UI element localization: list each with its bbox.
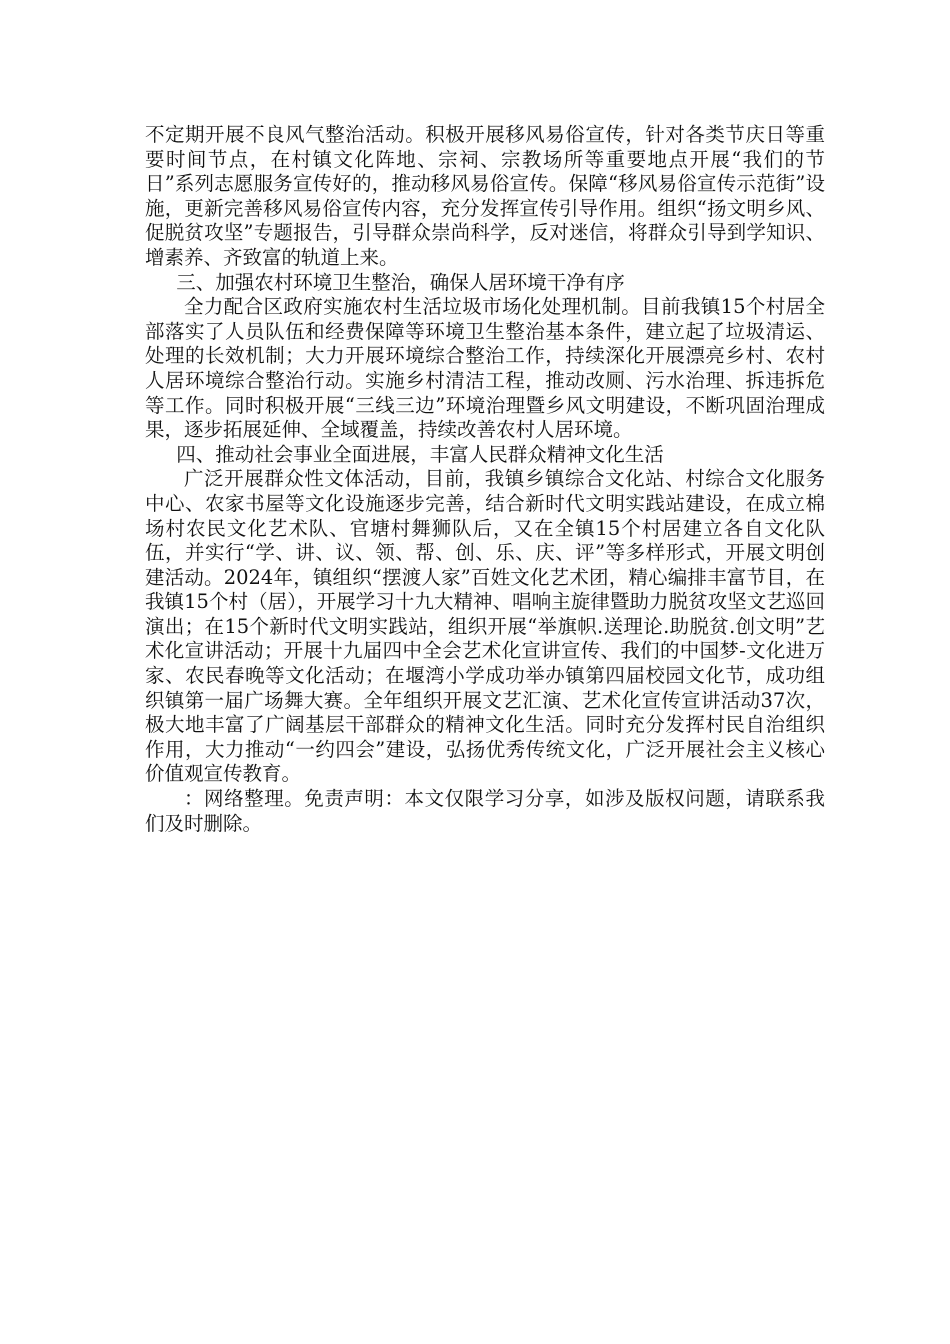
- paragraph-anti-bad-customs: 不定期开展不良风气整治活动。积极开展移风易俗宣传，针对各类节庆日等重要时间节点，在村镇文化阵地、宗祠、宗教场所等重要地点开展“我们的节日”系列志愿服务宣传好的，推动移风易俗宣传。保障“移风易俗宣传示范街”设施，更新完善移风易俗宣传内容，充分发挥宣传引导作用。组织“扬文明乡风、促脱贫攻坚”专题报告，引导群众崇尚科学，反对迷信，将群众引导到学知识、增素养、齐致富的轨道上来。: [145, 123, 825, 269]
- document-body: [145, 123, 825, 836]
- paragraph-environment: 全力配合区政府实施农村生活垃圾市场化处理机制。目前我镇15个村居全部落实了人员队伍和经费保障等环境卫生整治基本条件，建立起了垃圾清运、处理的长效机制；大力开展环境综合整治工作，持续深化开展漂亮乡村、农村人居环境综合整治行动。实施乡村清洁工程，推动改厕、污水治理、拆违拆危等工作。同时积极开展“三线三边”环境治理暨乡风文明建设，不断巩固治理成果，逐步拓展延伸、全域覆盖，持续改善农村人居环境。: [145, 295, 825, 442]
- paragraph-disclaimer: ：网络整理。免责声明：本文仅限学习分享，如涉及版权问题，请联系我们及时删除。: [145, 787, 825, 835]
- section-heading-environment: 三、加强农村环境卫生整治，确保人居环境干净有序: [176, 270, 625, 294]
- section-heading-culture: 四、推动社会事业全面进展，丰富人民群众精神文化生活: [176, 442, 664, 466]
- paragraph-culture: 广泛开展群众性文体活动，目前，我镇乡镇综合文化站、村综合文化服务中心、农家书屋等文化设施逐步完善，结合新时代文明实践站建设，在成立棉场村农民文化艺术队、官塘村舞狮队后，又在全镇15个村居建立各自文化队伍，并实行“学、讲、议、领、帮、创、乐、庆、评”等多样形式，开展文明创建活动。2024年，镇组织“摆渡人家”百姓文化艺术团，精心编排丰富节目，在我镇15个村（居），开展学习十九大精神、唱响主旋律暨助力脱贫攻坚文艺巡回演出；在15个新时代文明实践站，组织开展“举旗帜.送理论.助脱贫.创文明”艺术化宣讲活动；开展十九届四中全会艺术化宣讲宣传、我们的中国梦-文化进万家、农民春晚等文化活动；在堰湾小学成功举办镇第四届校园文化节，成功组织镇第一届广场舞大赛。全年组织开展文艺汇演、艺术化宣传宣讲活动37次，极大地丰富了广阔基层干部群众的精神文化生活。同时充分发挥村民自治组织作用，大力推动“一约四会”建设，弘扬优秀传统文化，广泛开展社会主义核心价值观宣传教育。: [145, 467, 825, 786]
